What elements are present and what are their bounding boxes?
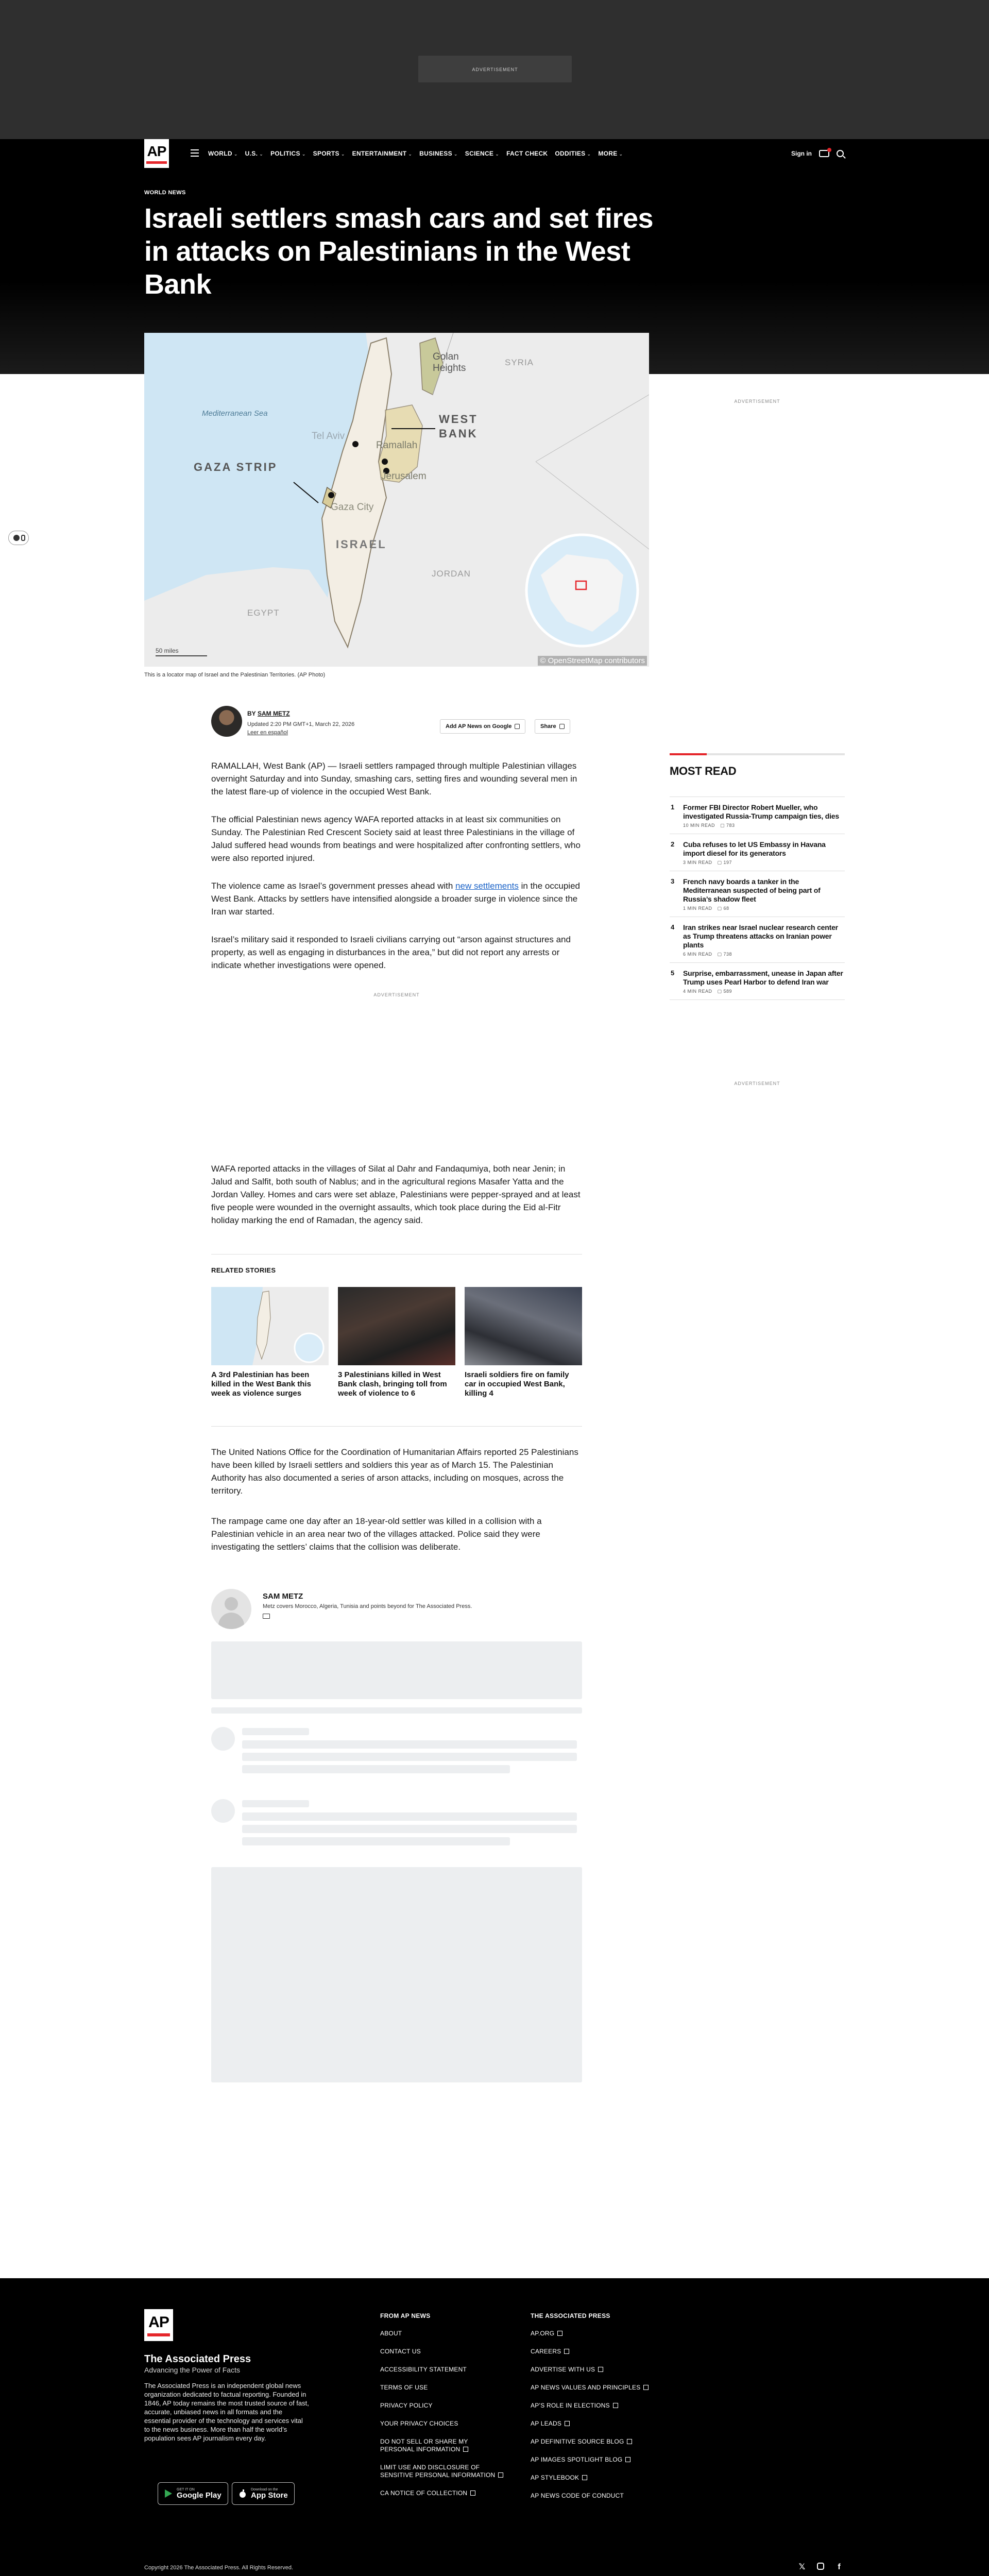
add-google-button[interactable]: Add AP News on Google: [440, 719, 525, 734]
footer-brand: The Associated Press: [144, 2353, 251, 2365]
article-paragraph: The official Palestinian news agency WAFA reported attacks in at least six communities on Sunday. The Palestinian Red Crescent Society said at least three Palestinians in the village of Jalud suffered head wounds from beatings and were hospitalized after confronting settlers, who were also reported injured.: [211, 815, 581, 863]
footer-link[interactable]: AP NEWS CODE OF CONDUCT: [531, 2492, 624, 2499]
footer-about: The Associated Press is an independent global news organization dedicated to factual reporting. Founded in 1846, AP today remains the most trusted source of fast, accurate, unbiased news in all formats and the essential provider of the technology and services vital to the news business. More than half the world’s population sees AP journalism every day.: [144, 2382, 309, 2442]
comment-icon: ▢: [720, 823, 727, 828]
map-label-west-bank: WEST BANK: [439, 413, 478, 440]
footer-link[interactable]: AP.ORG: [531, 2330, 670, 2337]
map-label-jerusalem: Jerusalem: [381, 471, 427, 482]
article-paragraph: Israel’s military said it responded to Israeli civilians carrying out “arson against structures and property, as well as engaging in disturbances in the area,” but did not report any arrests or indicate whether investigations were opened.: [211, 935, 571, 970]
author-link[interactable]: SAM METZ: [258, 710, 290, 717]
map-label-syria: SYRIA: [505, 358, 534, 367]
comment-count[interactable]: 783: [726, 823, 735, 828]
share-button[interactable]: Share: [535, 719, 570, 734]
related-story-title[interactable]: 3 Palestinians killed in West Bank clash, bringing toll from week of violence to 6: [338, 1370, 447, 1398]
comment-count[interactable]: 68: [723, 906, 729, 911]
footer-link[interactable]: AP STYLEBOOK: [531, 2474, 670, 2482]
most-read-rank: 2: [671, 840, 675, 848]
most-read-headline[interactable]: French navy boards a tanker in the Mediterranean suspected of being part of Russia’s shadow fleet: [683, 877, 821, 903]
most-read-item[interactable]: [670, 834, 845, 871]
article-paragraph: The rampage came one day after an 18-year-old settler was killed in a collision with a Palestinian vehicle in an area near two of the villages attacked. Police said they were investigating the settlers’ claims that the collision was deliberate.: [211, 1516, 542, 1552]
footer-link[interactable]: AP LEADS: [531, 2420, 670, 2428]
related-story-image[interactable]: [211, 1287, 329, 1365]
related-story-image[interactable]: [338, 1287, 455, 1365]
external-link-icon: [613, 2403, 618, 2408]
nav-item-oddities[interactable]: ODDITIES ⌄: [555, 150, 591, 157]
menu-icon[interactable]: [191, 149, 199, 157]
external-link-icon: [557, 2331, 562, 2336]
loading-placeholder: [211, 1641, 582, 1699]
article-paragraph: The violence came as Israel’s government presses ahead with new settlements in the occupied West Bank. Attacks by settlers have intensified alongside a broader surge in violence since the Iran war started.: [211, 881, 580, 917]
read-time: 6 MIN READ: [683, 952, 712, 957]
loading-placeholder: [211, 1799, 235, 1823]
most-read-title: MOST READ: [670, 765, 737, 777]
chevron-down-icon: ⌄: [408, 151, 413, 157]
external-link-icon: [463, 2447, 468, 2452]
store-caption: GET IT ON: [177, 2487, 195, 2492]
comment-count[interactable]: 738: [723, 952, 732, 957]
related-story-card[interactable]: [211, 1287, 329, 1398]
footer-link[interactable]: DO NOT SELL OR SHARE MY PERSONAL INFORMATION: [380, 2438, 468, 2453]
nav-item-business[interactable]: BUSINESS ⌄: [419, 150, 458, 157]
sidebar-ad-label: ADVERTISEMENT: [734, 399, 780, 404]
chevron-down-icon: ⌄: [495, 151, 500, 157]
external-link-icon: [498, 2472, 503, 2478]
email-icon[interactable]: [263, 1614, 270, 1619]
read-time: 3 MIN READ: [683, 860, 712, 865]
footer-link[interactable]: ADVERTISE WITH US: [531, 2366, 670, 2374]
chevron-down-icon: ⌄: [619, 151, 623, 157]
most-read-item[interactable]: [670, 963, 845, 1000]
map-credit: © OpenStreetMap contributors: [538, 656, 647, 666]
article-paragraph: RAMALLAH, West Bank (AP) — Israeli settlers rampaged through multiple Palestinian villages overnight Saturday and into Sunday, smashing cars, setting fires and wounding several men in the latest flare-up of violence in the occupied West Bank.: [211, 761, 577, 796]
footer-link[interactable]: AP’S ROLE IN ELECTIONS: [531, 2402, 670, 2410]
most-read-headline[interactable]: Cuba refuses to let US Embassy in Havana import diesel for its generators: [683, 840, 826, 857]
footer-link[interactable]: TERMS OF USE: [380, 2384, 428, 2391]
map-label-gaza-strip: GAZA STRIP: [194, 461, 278, 473]
footer-link[interactable]: AP IMAGES SPOTLIGHT BLOG: [531, 2456, 670, 2464]
accessibility-toggle-icon[interactable]: [8, 531, 29, 545]
footer-link[interactable]: CAREERS: [531, 2348, 670, 2355]
external-link-icon: [643, 2385, 649, 2390]
apple-icon: [238, 2489, 247, 2498]
byline: [211, 706, 582, 739]
footer-col-title: FROM AP NEWS: [380, 2312, 431, 2319]
google-icon: [515, 724, 520, 729]
author-card-name[interactable]: SAM METZ: [263, 1592, 303, 1601]
loading-placeholder: [242, 1753, 577, 1761]
loading-placeholder: [242, 1765, 510, 1773]
most-read-module: [670, 753, 845, 1000]
footer-col-ap-news: [380, 2312, 519, 2507]
inline-ad-label: ADVERTISEMENT: [373, 992, 420, 997]
loading-placeholder: [211, 1867, 582, 2082]
locator-map[interactable]: [144, 333, 649, 667]
sidebar-ad-label: ADVERTISEMENT: [734, 1081, 780, 1086]
share-icon: [559, 724, 565, 729]
related-story-card[interactable]: [465, 1287, 582, 1398]
footer-col-associated-press: [531, 2312, 670, 2510]
most-read-headline[interactable]: Surprise, embarrassment, unease in Japan after Trump uses Pearl Harbor to defend Iran war: [683, 969, 843, 986]
read-time: 4 MIN READ: [683, 989, 712, 994]
author-card-bio: Metz covers Morocco, Algeria, Tunisia and points beyond for The Associated Press.: [263, 1603, 472, 1609]
x-twitter-icon[interactable]: 𝕏: [798, 2563, 806, 2571]
map-label-sea: Mediterranean Sea: [202, 409, 268, 418]
related-story-image[interactable]: [465, 1287, 582, 1365]
new-settlements-link[interactable]: new settlements: [455, 881, 519, 891]
footer-link[interactable]: AP NEWS VALUES AND PRINCIPLES: [531, 2384, 670, 2392]
comment-icon: ▢: [717, 989, 724, 994]
most-read-rank: 5: [671, 969, 675, 977]
loading-placeholder: [211, 1707, 582, 1714]
external-link-icon: [627, 2439, 632, 2444]
updated-timestamp: Updated 2:20 PM GMT+1, March 22, 2026: [247, 721, 355, 727]
chevron-down-icon: ⌄: [301, 151, 306, 157]
logo-text: AP: [148, 2314, 169, 2331]
copyright: Copyright 2026 The Associated Press. All Rights Reserved.: [144, 2565, 294, 2571]
sign-in-link[interactable]: Sign in: [791, 150, 812, 157]
chevron-down-icon: ⌄: [453, 151, 458, 157]
read-time: 1 MIN READ: [683, 906, 712, 911]
map-label-golan: Golan Heights: [433, 351, 466, 374]
nav-item-science[interactable]: SCIENCE ⌄: [465, 150, 500, 157]
most-read-rank: 3: [671, 877, 675, 885]
loading-placeholder: [211, 1727, 235, 1751]
most-read-item[interactable]: [670, 797, 845, 834]
footer-link[interactable]: AP DEFINITIVE SOURCE BLOG: [531, 2438, 670, 2446]
google-play-button[interactable]: [158, 2482, 228, 2505]
ad-label: ADVERTISEMENT: [472, 67, 518, 72]
read-time: 10 MIN READ: [683, 823, 715, 828]
store-name: App Store: [251, 2490, 288, 2500]
article-kicker[interactable]: WORLD NEWS: [144, 190, 186, 196]
related-story-card[interactable]: [338, 1287, 455, 1398]
comment-count[interactable]: 197: [723, 860, 732, 865]
article-paragraph: The United Nations Office for the Coordination of Humanitarian Affairs reported 25 Palestinians have been killed by Israeli settlers and soldiers this year as of March 15. The Palestinian Authority has also documented a series of arson attacks, including on mosques, across the territory.: [211, 1447, 578, 1496]
map-label-tel-aviv: Tel Aviv: [312, 431, 345, 442]
store-caption: Download on the: [251, 2487, 278, 2492]
author-avatar-placeholder[interactable]: [211, 1589, 251, 1629]
chevron-down-icon: ⌄: [233, 151, 238, 157]
nav-item-world[interactable]: WORLD ⌄: [208, 150, 238, 157]
footer-ap-logo[interactable]: [144, 2309, 173, 2341]
loading-placeholder: [242, 1812, 577, 1821]
nav-item-sports[interactable]: SPORTS ⌄: [313, 150, 345, 157]
footer-link[interactable]: CA NOTICE OF COLLECTION: [380, 2489, 519, 2497]
author-card: [211, 1588, 582, 1632]
map-caption: This is a locator map of Israel and the Palestinian Territories. (AP Photo): [144, 672, 326, 678]
app-store-button[interactable]: [232, 2482, 295, 2505]
footer-col-title: THE ASSOCIATED PRESS: [531, 2312, 610, 2319]
chevron-down-icon: ⌄: [587, 151, 591, 157]
article-paragraph: WAFA reported attacks in the villages of Silat al Dahr and Fandaqumiya, both near Jenin; in Jalud and Salfit, both south of Nablus; and in the agricultural regions Masafer Yatta and the Jordan Valley. Homes and cars were set ablaze, Palestinians were pepper-sprayed and at least five people were wounded in the overnight assaults, which took place during the Eid al-Fitr holiday marking the end of Ramadan, the agency said.: [211, 1164, 581, 1225]
loading-placeholder: [242, 1740, 577, 1749]
most-read-item[interactable]: [670, 917, 845, 963]
most-read-accent-bar: [670, 753, 845, 755]
map-thumbnail: [211, 1287, 329, 1365]
store-name: Google Play: [177, 2490, 221, 2500]
most-read-rank: 4: [671, 923, 675, 931]
most-read-item[interactable]: [670, 871, 845, 917]
footer-link[interactable]: ACCESSIBILITY STATEMENT: [380, 2366, 467, 2373]
external-link-icon: [564, 2349, 569, 2354]
top-nav: [0, 139, 989, 168]
notifications-icon[interactable]: [819, 150, 829, 157]
article-headline: Israeli settlers smash cars and set fires in attacks on Palestinians in the West Bank: [144, 203, 654, 300]
external-link-icon: [470, 2490, 475, 2496]
top-ad-banner: [0, 0, 989, 139]
ad-slot[interactable]: [418, 56, 572, 82]
footer-link[interactable]: ABOUT: [380, 2330, 402, 2337]
nav-item-fact-check[interactable]: FACT CHECK: [506, 150, 548, 157]
map-label-jordan: JORDAN: [432, 569, 471, 579]
map-label-egypt: EGYPT: [247, 608, 280, 618]
loading-placeholder: [242, 1728, 309, 1735]
map-label-israel: ISRAEL: [336, 538, 387, 551]
map-scale: 50 miles: [156, 647, 207, 656]
loading-placeholder: [242, 1800, 309, 1807]
search-icon[interactable]: [837, 150, 844, 157]
footer-tagline: Advancing the Power of Facts: [144, 2366, 240, 2374]
author-avatar[interactable]: [211, 706, 242, 737]
nav-item-more[interactable]: MORE ⌄: [598, 150, 623, 157]
by-label: BY: [247, 710, 256, 717]
google-play-icon: [164, 2489, 173, 2498]
related-story-title[interactable]: Israeli soldiers fire on family car in occupied West Bank, killing 4: [465, 1370, 569, 1398]
related-stories-label: RELATED STORIES: [211, 1266, 276, 1274]
external-link-icon: [625, 2457, 630, 2462]
divider: [211, 1426, 582, 1427]
comment-icon: ▢: [717, 860, 724, 865]
comment-count[interactable]: 589: [723, 989, 732, 994]
map-label-ramallah: Ramallah: [376, 440, 418, 451]
map-graphic: [144, 333, 649, 667]
most-read-rank: 1: [671, 803, 675, 811]
logo-text: AP: [147, 143, 166, 159]
ap-logo[interactable]: [144, 139, 169, 168]
spanish-link[interactable]: Leer en español: [247, 730, 288, 736]
divider: [211, 1254, 582, 1255]
external-link-icon: [565, 2421, 570, 2426]
facebook-icon[interactable]: f: [838, 2563, 841, 2571]
nav-item-us[interactable]: U.S. ⌄: [245, 150, 264, 157]
related-story-title[interactable]: A 3rd Palestinian has been killed in the West Bank this week as violence surges: [211, 1370, 311, 1398]
chevron-down-icon: ⌄: [259, 151, 264, 157]
nav-item-entertainment[interactable]: ENTERTAINMENT ⌄: [352, 150, 413, 157]
most-read-headline[interactable]: Former FBI Director Robert Mueller, who investigated Russia-Trump campaign ties, dies: [683, 803, 839, 820]
instagram-icon[interactable]: [816, 2563, 825, 2572]
comment-icon: ▢: [717, 906, 724, 911]
map-label-gaza-city: Gaza City: [331, 502, 374, 513]
loading-placeholder: [242, 1825, 577, 1833]
most-read-headline[interactable]: Iran strikes near Israel nuclear research center as Trump threatens attacks on Iranian power plants: [683, 923, 838, 949]
footer-link[interactable]: CONTACT US: [380, 2348, 421, 2355]
footer-link[interactable]: PRIVACY POLICY: [380, 2402, 433, 2409]
comment-icon: ▢: [717, 952, 724, 957]
loading-placeholder: [242, 1837, 510, 1845]
external-link-icon: [582, 2475, 587, 2480]
nav-item-politics[interactable]: POLITICS ⌄: [270, 150, 306, 157]
external-link-icon: [598, 2367, 603, 2372]
chevron-down-icon: ⌄: [340, 151, 345, 157]
footer-link[interactable]: LIMIT USE AND DISCLOSURE OF SENSITIVE PERSONAL INFORMATION: [380, 2464, 509, 2479]
site-footer: [0, 2278, 989, 2576]
footer-link[interactable]: YOUR PRIVACY CHOICES: [380, 2420, 458, 2427]
